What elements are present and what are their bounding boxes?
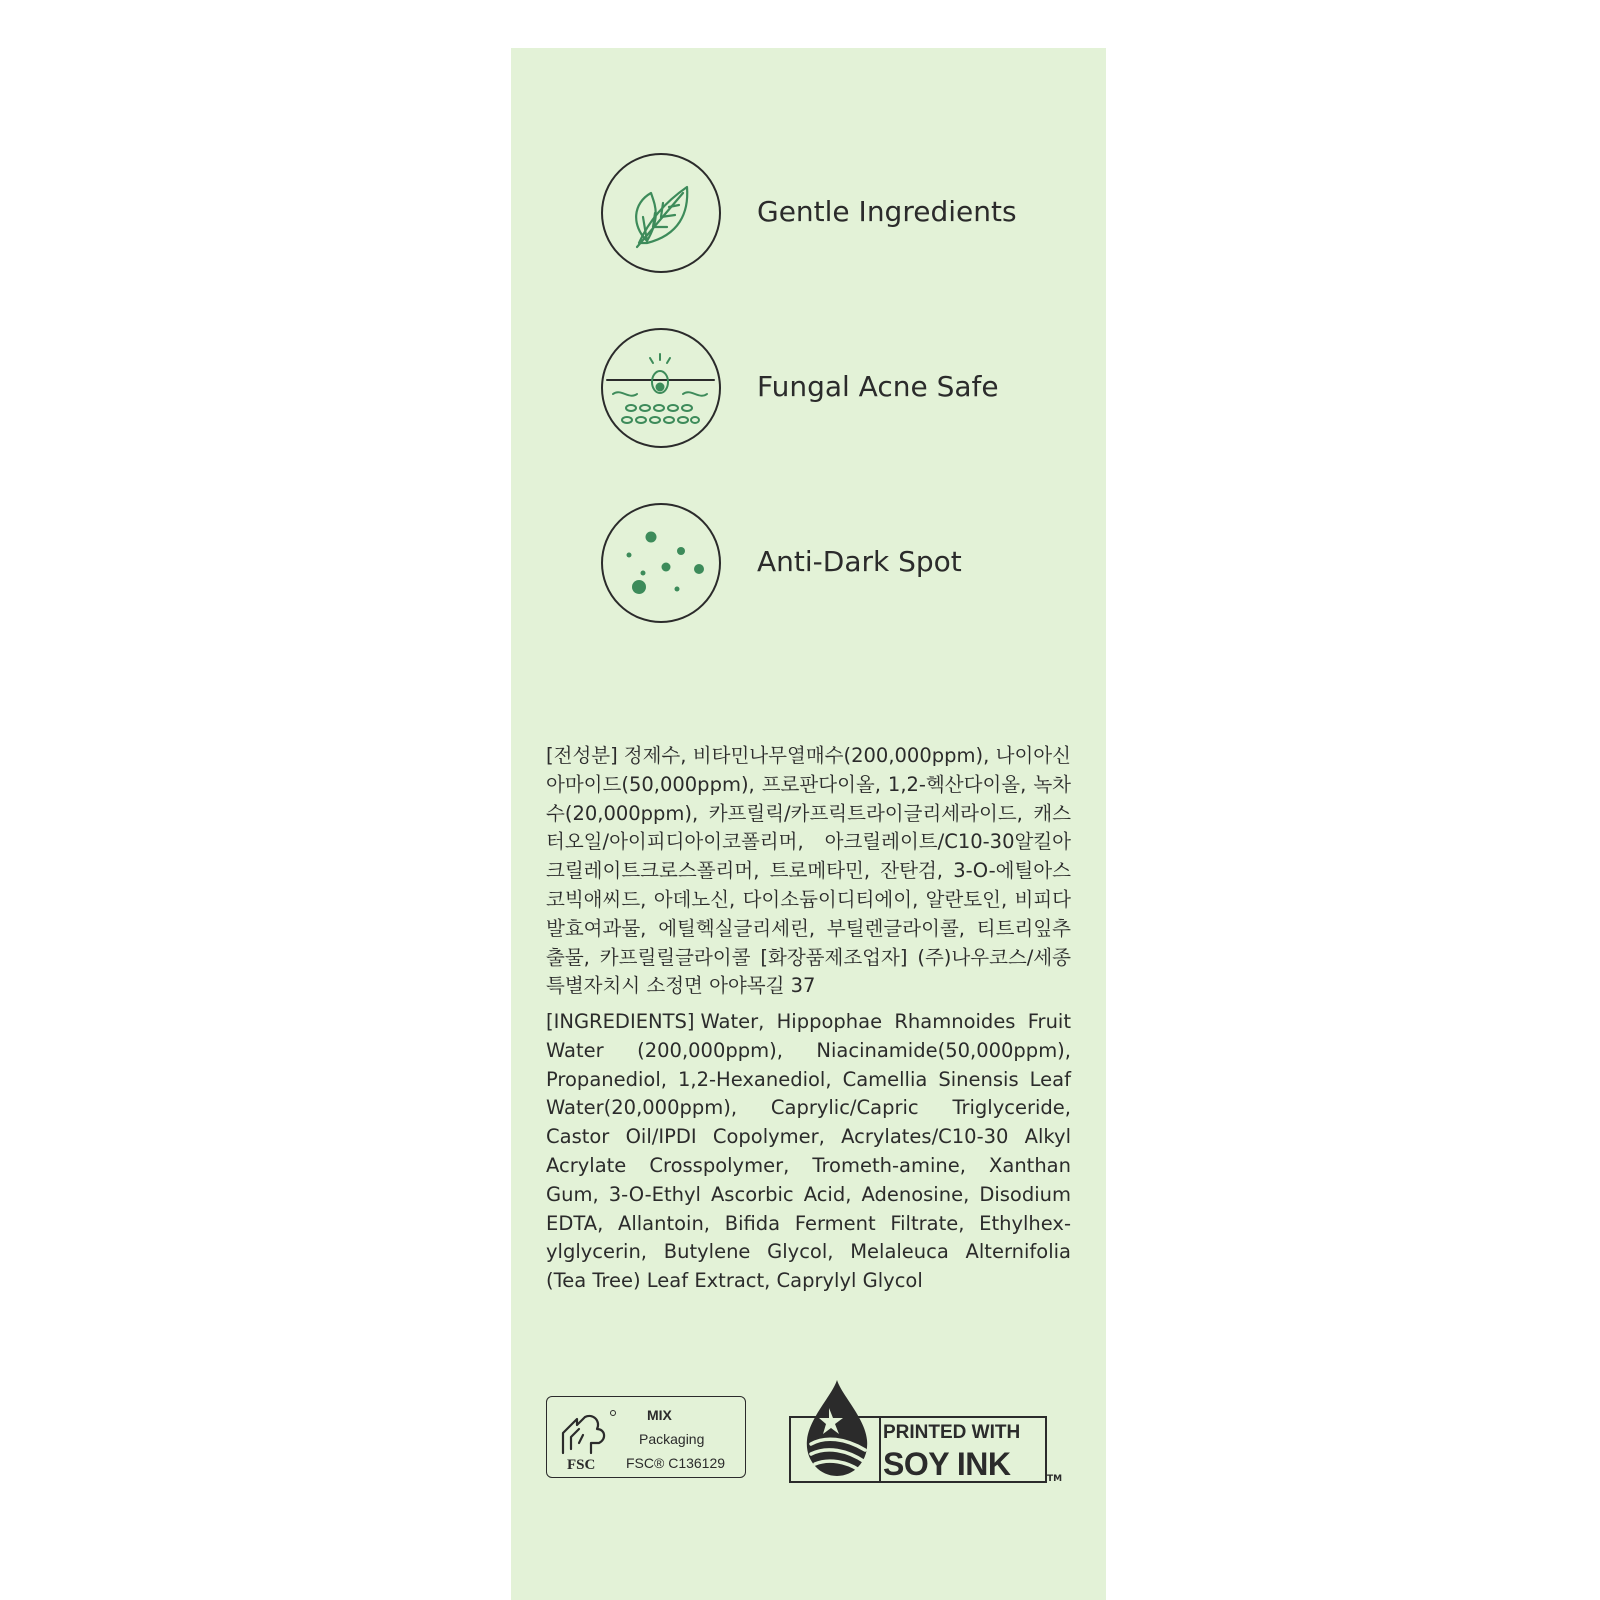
feature-anti-dark-spot (601, 503, 1081, 629)
fsc-tree-icon (553, 1403, 623, 1473)
product-box-panel (511, 48, 1106, 1600)
trademark-symbol: TM (1047, 1474, 1063, 1484)
feature-gentle-ingredients (601, 153, 1081, 279)
ingredients-korean-text: 정제수, 비타민나무열매수(200,000ppm), 나이아신아마이드(50,000ppm), 프로판다이올, 1,2-헥산다이올, 녹차수(20,000ppm), 카프릴릭/카프릭트라이글리세라이드, 캐스터오일/아이피디아이코폴리머, 아크릴레이트/C10-30알킬아크릴레이트크로스폴리머, 트로메타민, 잔탄검, 3-O-에틸아스코빅애씨드, 아데노신, 다이소듐이디티에이, 알란토인, 비피다발효여과물, 에틸헥실글리세린, 부틸렌글라이콜, 티트리잎추출물, 카프릴릴글라이콜 [화장품제조업자] (주)나우코스/세종특별자치시 소정면 아야목길 37 (546, 744, 1071, 998)
feature-label: Anti-Dark Spot (757, 545, 962, 578)
fsc-license-code: FSC® C136129 (626, 1455, 726, 1471)
ink-drop-icon (789, 1378, 884, 1483)
fsc-logo-text: FSC (567, 1457, 596, 1473)
feature-label: Fungal Acne Safe (757, 370, 999, 403)
skin-layers-icon (601, 328, 721, 448)
ingredients-english-tag: [INGREDIENTS] (546, 1010, 695, 1033)
ingredients-korean (546, 742, 1071, 1001)
soy-ink-line2: SOY INK (883, 1446, 1011, 1482)
ingredients-korean-tag: [전성분] (546, 744, 618, 767)
ingredients-english-text: Water, Hippophae Rhamnoides Fruit Water (200,000ppm), Niacinamide(50,000ppm), Propanediol, 1,2-Hexanediol, Camellia Sinensis Leaf Water(20,000ppm), Caprylic/Capric Triglyceride, Castor Oil/IPDI Copolymer, Acrylates/C10-30 Alkyl Acrylate Crosspolymer, Trometh-amine, Xanthan Gum, 3-O-Ethyl Ascorbic Acid, Adenosine, Disodium EDTA, Allantoin, Bifida Ferment Filtrate, Ethylhex-ylglycerin, Butylene Glycol, Melaleuca Alternifolia (Tea Tree) Leaf Extract, Caprylyl Glycol (546, 1010, 1071, 1293)
soy-ink-line1: PRINTED WITH (883, 1422, 1021, 1443)
fsc-packaging: Packaging (639, 1431, 705, 1447)
soy-ink-logo (789, 1378, 1063, 1484)
fsc-mix-logo (546, 1396, 746, 1478)
feature-label: Gentle Ingredients (757, 195, 1017, 228)
feature-fungal-acne-safe (601, 328, 1081, 454)
ingredients-english (546, 1008, 1071, 1296)
dark-spots-icon (601, 503, 721, 623)
leaf-icon (601, 153, 721, 273)
fsc-mix: MIX (647, 1407, 672, 1423)
